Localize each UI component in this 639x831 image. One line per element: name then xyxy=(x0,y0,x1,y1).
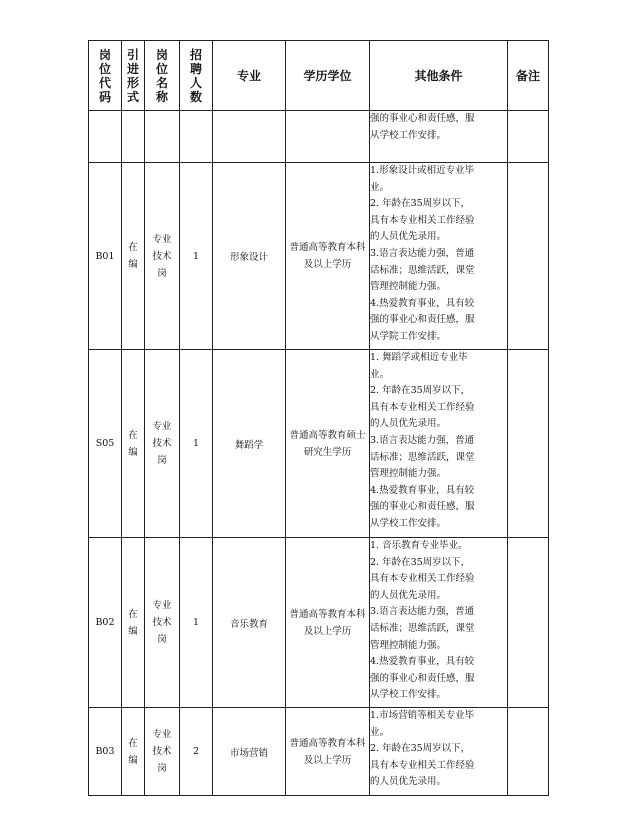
major-cell: 形象设计 xyxy=(213,163,286,350)
cont-count-cell xyxy=(180,111,213,163)
header-remark: 备注 xyxy=(508,41,549,111)
condition-line: 从学院工作安排。 xyxy=(370,330,447,342)
post-name-cell: 专业 技术 岗 xyxy=(145,163,180,350)
cont-degree-cell xyxy=(286,111,370,163)
header-degree: 学历学位 xyxy=(286,41,370,111)
cont-form-cell xyxy=(122,111,145,163)
post-code-cell: B02 xyxy=(89,538,122,708)
condition-line: 管理控制能力强。 xyxy=(370,468,447,480)
condition-line: 业。 xyxy=(370,726,390,738)
remark-cell xyxy=(508,538,549,708)
condition-line: 4.热爱教育事业，具有较 xyxy=(370,297,475,309)
conditions-cell xyxy=(370,350,508,538)
cont-remark-cell xyxy=(508,111,549,163)
condition-line: 强的事业心和责任感，服 xyxy=(370,314,475,326)
hire-count-cell: 1 xyxy=(180,538,213,708)
header-post-code: 岗 位 代 码 xyxy=(89,41,122,111)
condition-line: 4.热爱教育事业，具有较 xyxy=(370,484,475,496)
condition-line: 1. 舞蹈学或相近专业毕 xyxy=(370,352,468,363)
intro-form-cell: 在 编 xyxy=(122,708,145,796)
condition-line: 强的事业心和责任感，服 xyxy=(370,672,475,684)
condition-line: 管理控制能力强。 xyxy=(370,639,447,651)
condition-line: 2. 年龄在35周岁以下， xyxy=(370,556,471,568)
condition-line: 2. 年龄在35周岁以下， xyxy=(370,743,471,755)
degree-cell: 普通高等教育本科及以上学历 xyxy=(286,708,370,796)
condition-line: 1.形象设计或相近专业毕 xyxy=(370,165,475,176)
header-hire-count: 招 聘 人 数 xyxy=(180,41,213,111)
table-row xyxy=(89,538,549,708)
conditions-cell xyxy=(370,163,508,350)
remark-cell xyxy=(508,163,549,350)
post-code-cell: S05 xyxy=(89,350,122,538)
hire-count-cell: 2 xyxy=(180,708,213,796)
major-cell: 舞蹈学 xyxy=(213,350,286,538)
condition-line: 具有本专业相关工作经验 xyxy=(370,759,475,771)
remark-cell xyxy=(508,350,549,538)
condition-line: 强的事业心和责任感，服 xyxy=(370,113,475,124)
header-intro-form: 引 进 形 式 xyxy=(122,41,145,111)
condition-line: 具有本专业相关工作经验 xyxy=(370,401,475,413)
condition-line: 具有本专业相关工作经验 xyxy=(370,573,475,585)
condition-line: 具有本专业相关工作经验 xyxy=(370,214,475,226)
hire-count-cell: 1 xyxy=(180,163,213,350)
header-post-name: 岗 位 名 称 xyxy=(145,41,180,111)
condition-line: 的人员优先录用。 xyxy=(370,231,447,243)
header-row xyxy=(89,41,549,111)
condition-line: 3.语言表达能力强，普通 xyxy=(370,434,475,446)
table-row xyxy=(89,163,549,350)
post-name-cell: 专业 技术 岗 xyxy=(145,538,180,708)
condition-line: 话标准；思维活跃，课堂 xyxy=(370,622,475,634)
cont-name-cell xyxy=(145,111,180,163)
post-name-cell: 专业 技术 岗 xyxy=(145,708,180,796)
condition-line: 3.语言表达能力强，普通 xyxy=(370,247,475,259)
table-row xyxy=(89,350,549,538)
degree-cell: 普通高等教育本科及以上学历 xyxy=(286,163,370,350)
condition-line: 3.语言表达能力强，普通 xyxy=(370,606,475,618)
intro-form-cell: 在 编 xyxy=(122,163,145,350)
recruitment-table xyxy=(88,40,549,796)
intro-form-cell: 在 编 xyxy=(122,538,145,708)
remark-cell xyxy=(508,708,549,796)
table-row xyxy=(89,708,549,796)
condition-line: 从学校工作安排。 xyxy=(370,129,447,141)
condition-line: 从学校工作安排。 xyxy=(370,517,447,529)
intro-form-cell: 在 编 xyxy=(122,350,145,538)
cont-major-cell xyxy=(213,111,286,163)
header-major: 专业 xyxy=(213,41,286,111)
condition-line: 2. 年龄在35周岁以下， xyxy=(370,198,471,210)
condition-line: 2. 年龄在35周岁以下， xyxy=(370,385,471,397)
degree-cell: 普通高等教育本科及以上学历 xyxy=(286,538,370,708)
condition-line: 话标准；思维活跃，课堂 xyxy=(370,451,475,463)
condition-line: 话标准；思维活跃，课堂 xyxy=(370,264,475,276)
header-other-conditions: 其他条件 xyxy=(370,41,508,111)
post-name-cell: 专业 技术 岗 xyxy=(145,350,180,538)
conditions-cell xyxy=(370,538,508,708)
condition-line: 的人员优先录用。 xyxy=(370,418,447,430)
condition-line: 的人员优先录用。 xyxy=(370,776,447,788)
condition-line: 的人员优先录用。 xyxy=(370,589,447,601)
condition-line: 管理控制能力强。 xyxy=(370,281,447,293)
condition-line: 强的事业心和责任感，服 xyxy=(370,501,475,513)
condition-line: 1. 音乐教育专业毕业。 xyxy=(370,540,468,551)
continuation-row xyxy=(89,111,549,163)
cont-conditions-cell xyxy=(370,111,508,163)
hire-count-cell: 1 xyxy=(180,350,213,538)
condition-line: 4.热爱教育事业，具有较 xyxy=(370,656,475,668)
condition-line: 1.市场营销等相关专业毕 xyxy=(370,710,475,721)
post-code-cell: B03 xyxy=(89,708,122,796)
condition-line: 业。 xyxy=(370,181,390,193)
condition-line: 业。 xyxy=(370,368,390,380)
degree-cell: 普通高等教育硕士研究生学历 xyxy=(286,350,370,538)
post-code-cell: B01 xyxy=(89,163,122,350)
conditions-cell xyxy=(370,708,508,796)
cont-code-cell xyxy=(89,111,122,163)
condition-line: 从学校工作安排。 xyxy=(370,689,447,701)
major-cell: 市场营销 xyxy=(213,708,286,796)
major-cell: 音乐教育 xyxy=(213,538,286,708)
